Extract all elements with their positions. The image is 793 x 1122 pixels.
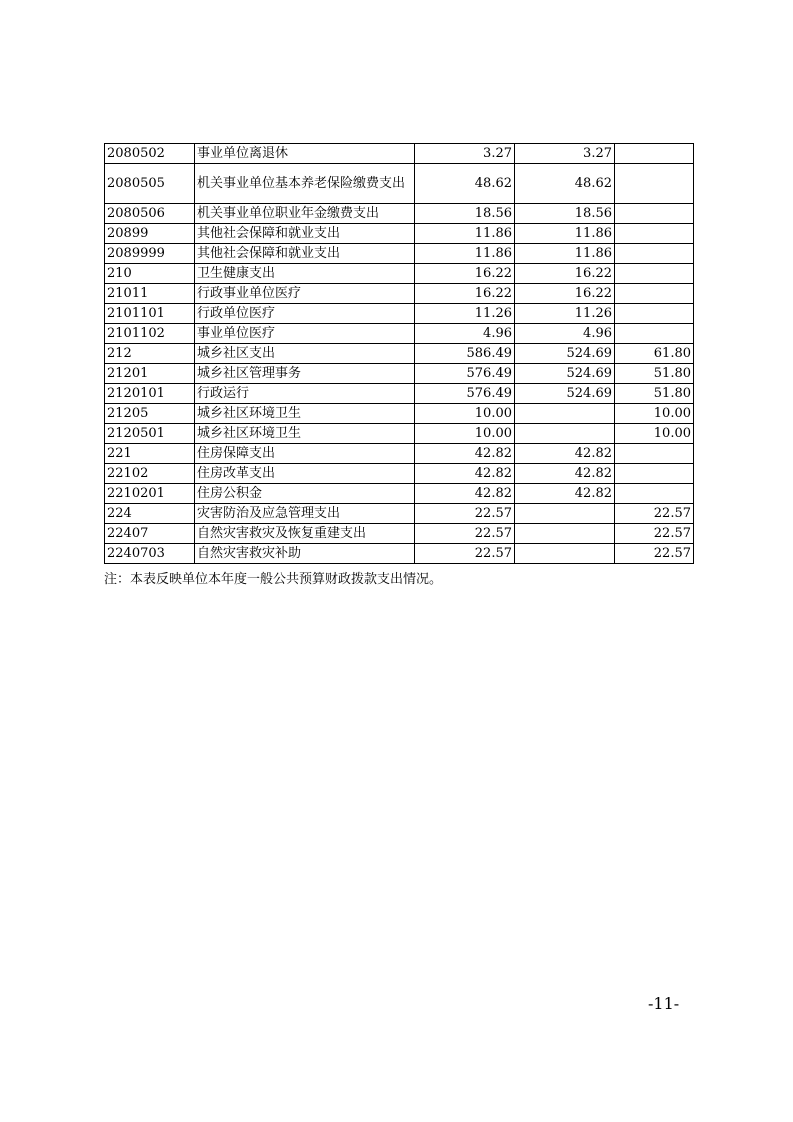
cell-item-name: 城乡社区管理事务 [195,364,415,384]
table-footnote: 注：本表反映单位本年度一般公共预算财政拨款支出情况。 [104,572,443,587]
cell-item-name: 城乡社区环境卫生 [195,424,415,444]
cell-project-expenditure [615,484,694,504]
table-row [105,324,694,344]
cell-basic-expenditure: 42.82 [515,464,615,484]
cell-total: 16.22 [415,284,515,304]
cell-code: 2120101 [105,384,195,404]
cell-basic-expenditure: 11.86 [515,224,615,244]
table-row [105,504,694,524]
cell-code: 2080506 [105,204,195,224]
cell-basic-expenditure: 3.27 [515,144,615,164]
cell-item-name: 行政运行 [195,384,415,404]
cell-item-name: 城乡社区环境卫生 [195,404,415,424]
cell-basic-expenditure: 524.69 [515,384,615,404]
cell-basic-expenditure [515,424,615,444]
cell-code: 21201 [105,364,195,384]
cell-project-expenditure [615,244,694,264]
table-row [105,264,694,284]
cell-item-name: 机关事业单位基本养老保险缴费支出 [195,164,415,204]
cell-code: 221 [105,444,195,464]
cell-project-expenditure: 61.80 [615,344,694,364]
cell-basic-expenditure [515,504,615,524]
cell-item-name: 自然灾害救灾及恢复重建支出 [195,524,415,544]
cell-basic-expenditure: 11.86 [515,244,615,264]
table-row [105,464,694,484]
cell-project-expenditure [615,164,694,204]
cell-total: 10.00 [415,404,515,424]
cell-code: 20899 [105,224,195,244]
cell-item-name: 其他社会保障和就业支出 [195,244,415,264]
table-row [105,284,694,304]
cell-code: 21011 [105,284,195,304]
cell-project-expenditure: 22.57 [615,524,694,544]
cell-total: 42.82 [415,444,515,464]
cell-basic-expenditure: 16.22 [515,284,615,304]
cell-code: 212 [105,344,195,364]
cell-code: 2210201 [105,484,195,504]
cell-item-name: 灾害防治及应急管理支出 [195,504,415,524]
cell-item-name: 城乡社区支出 [195,344,415,364]
cell-total: 18.56 [415,204,515,224]
cell-item-name: 其他社会保障和就业支出 [195,224,415,244]
cell-total: 11.86 [415,244,515,264]
cell-code: 22102 [105,464,195,484]
cell-total: 4.96 [415,324,515,344]
cell-project-expenditure [615,324,694,344]
cell-project-expenditure [615,224,694,244]
cell-total: 42.82 [415,484,515,504]
cell-item-name: 机关事业单位职业年金缴费支出 [195,204,415,224]
cell-code: 2089999 [105,244,195,264]
cell-item-name: 行政单位医疗 [195,304,415,324]
cell-code: 210 [105,264,195,284]
cell-project-expenditure: 51.80 [615,364,694,384]
cell-basic-expenditure: 11.26 [515,304,615,324]
cell-project-expenditure [615,284,694,304]
cell-total: 586.49 [415,344,515,364]
cell-item-name: 住房改革支出 [195,464,415,484]
cell-project-expenditure [615,264,694,284]
cell-project-expenditure: 51.80 [615,384,694,404]
table-row [105,144,694,164]
cell-total: 11.26 [415,304,515,324]
cell-code: 2120501 [105,424,195,444]
table-row [105,244,694,264]
table-row [105,164,694,204]
cell-project-expenditure: 10.00 [615,404,694,424]
cell-project-expenditure: 10.00 [615,424,694,444]
table-row [105,524,694,544]
table-row [105,444,694,464]
cell-code: 22407 [105,524,195,544]
table-row [105,404,694,424]
cell-code: 2101101 [105,304,195,324]
cell-item-name: 住房公积金 [195,484,415,504]
cell-code: 2240703 [105,544,195,564]
cell-item-name: 卫生健康支出 [195,264,415,284]
cell-basic-expenditure: 524.69 [515,364,615,384]
cell-item-name: 自然灾害救灾补助 [195,544,415,564]
cell-total: 576.49 [415,384,515,404]
cell-total: 3.27 [415,144,515,164]
cell-code: 21205 [105,404,195,424]
cell-basic-expenditure: 18.56 [515,204,615,224]
cell-total: 10.00 [415,424,515,444]
cell-project-expenditure [615,304,694,324]
cell-basic-expenditure: 16.22 [515,264,615,284]
table-body [105,144,694,564]
cell-code: 2080505 [105,164,195,204]
cell-project-expenditure [615,144,694,164]
cell-total: 48.62 [415,164,515,204]
cell-project-expenditure: 22.57 [615,504,694,524]
cell-basic-expenditure: 48.62 [515,164,615,204]
table-row [105,424,694,444]
page-number: -11- [648,994,680,1013]
table-row [105,344,694,364]
cell-total: 576.49 [415,364,515,384]
table-row [105,224,694,244]
cell-project-expenditure [615,464,694,484]
cell-project-expenditure: 22.57 [615,544,694,564]
cell-basic-expenditure: 524.69 [515,344,615,364]
cell-total: 22.57 [415,544,515,564]
cell-project-expenditure [615,204,694,224]
cell-code: 2101102 [105,324,195,344]
table-row [105,384,694,404]
cell-code: 224 [105,504,195,524]
cell-code: 2080502 [105,144,195,164]
cell-item-name: 事业单位医疗 [195,324,415,344]
cell-basic-expenditure: 4.96 [515,324,615,344]
cell-item-name: 住房保障支出 [195,444,415,464]
table-row [105,484,694,504]
cell-basic-expenditure: 42.82 [515,484,615,504]
cell-item-name: 行政事业单位医疗 [195,284,415,304]
cell-basic-expenditure: 42.82 [515,444,615,464]
table-row [105,364,694,384]
table-row [105,304,694,324]
cell-basic-expenditure [515,544,615,564]
cell-basic-expenditure [515,524,615,544]
budget-expenditure-table [104,143,694,564]
cell-total: 42.82 [415,464,515,484]
cell-project-expenditure [615,444,694,464]
table-row [105,204,694,224]
cell-total: 22.57 [415,524,515,544]
cell-total: 16.22 [415,264,515,284]
cell-basic-expenditure [515,404,615,424]
table-row [105,544,694,564]
cell-total: 11.86 [415,224,515,244]
cell-total: 22.57 [415,504,515,524]
cell-item-name: 事业单位离退休 [195,144,415,164]
